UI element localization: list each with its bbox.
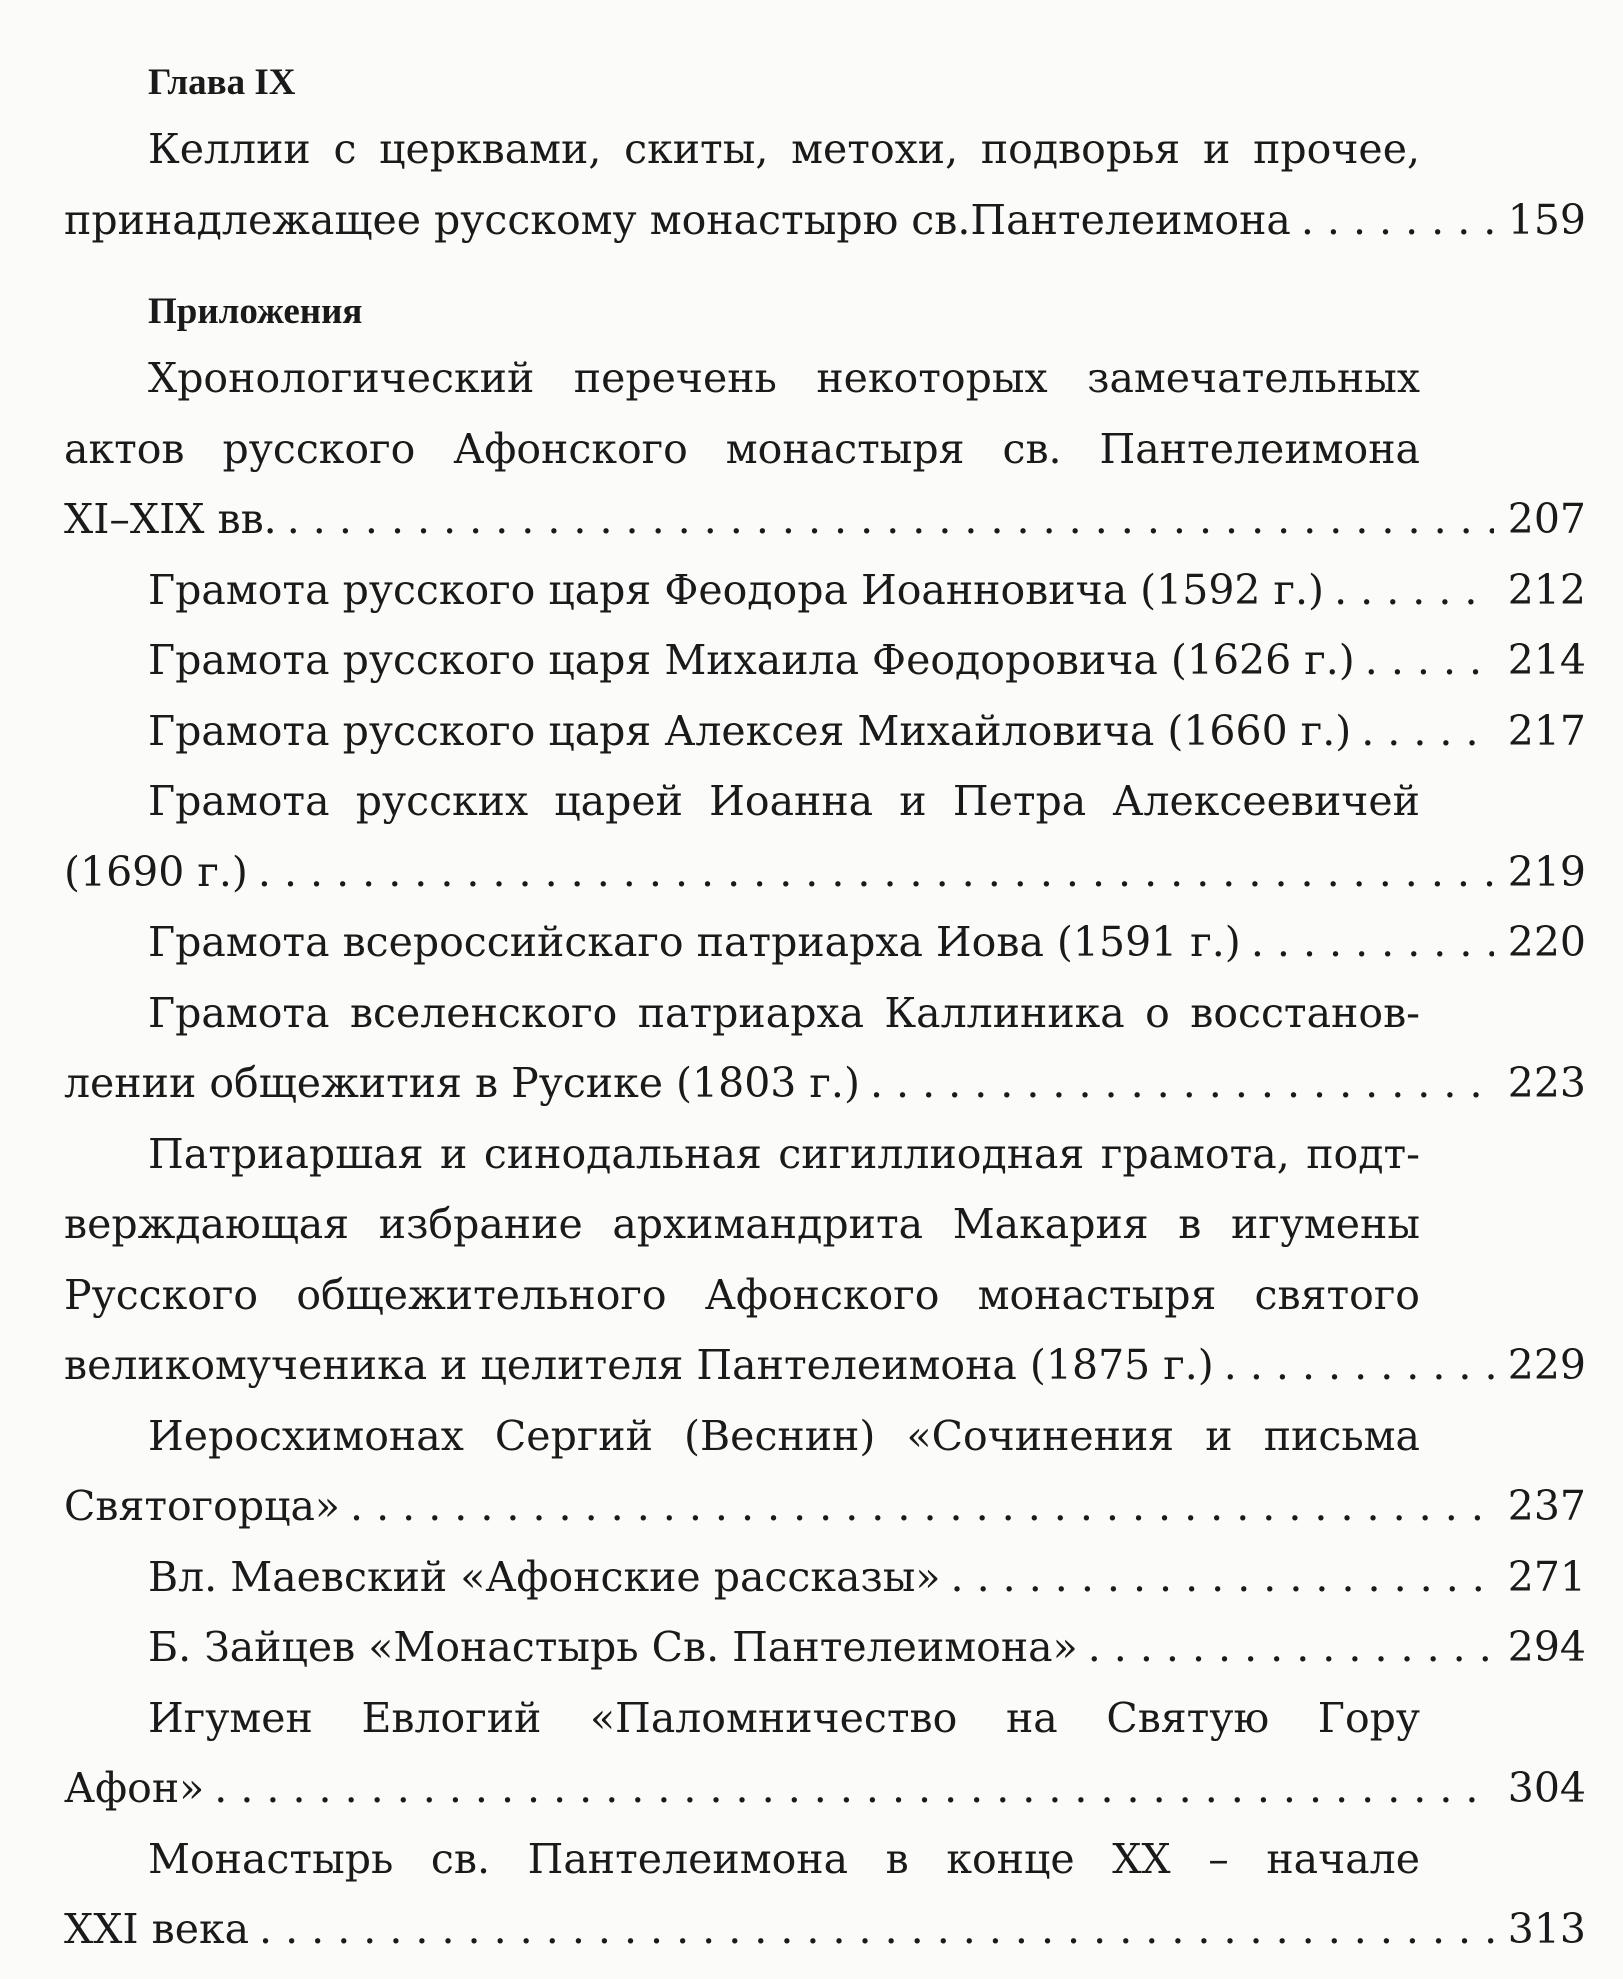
page-number: 220	[1507, 918, 1586, 966]
toc-entry[interactable]	[64, 696, 1586, 767]
toc-entry-line: Игумен Евлогий «Паломничество на Святую Гору	[148, 1693, 1420, 1742]
page-number: 217	[1507, 706, 1586, 755]
toc-entry-last-line	[64, 1612, 1586, 1683]
toc-entry-title: принадлежащее русскому монастырю св.Пантелеимона	[64, 195, 1291, 244]
toc-entry[interactable]	[64, 555, 1586, 626]
toc-entry-title: Б. Зайцев «Монастырь Св. Пантелеимона»	[148, 1623, 1078, 1671]
toc-entry-line: Келлии с церквами, скиты, метохи, подворья и прочее,	[148, 125, 1420, 173]
dot-leader	[259, 1894, 1494, 1965]
toc-entry-last-line	[64, 1048, 1586, 1119]
toc-entry-title: Грамота русского царя Михаила Феодоровича (1626 г.)	[148, 636, 1355, 684]
toc-entry-title: лении общежития в Русике (1803 г.)	[64, 1059, 860, 1107]
dot-leader	[1224, 1330, 1494, 1401]
dot-leader	[1251, 907, 1494, 978]
toc-entry-last-line	[64, 696, 1586, 767]
dot-leader	[1088, 1612, 1494, 1683]
dot-leader	[1301, 185, 1494, 256]
toc-entry[interactable]	[64, 1542, 1586, 1613]
page-number: 219	[1507, 847, 1586, 896]
toc-entry-title: Грамота русского царя Феодора Иоанновича (1592 г.)	[148, 565, 1325, 614]
toc-entry-line: Монастырь св. Пантелеимона в конце XX – начале	[148, 1834, 1420, 1883]
toc-entry-last-line	[64, 1894, 1586, 1965]
dot-leader	[1361, 696, 1494, 767]
dot-leader	[214, 1753, 1494, 1824]
toc-entry-last-line	[64, 555, 1586, 626]
table-of-contents	[64, 52, 1586, 1965]
page-number: 304	[1507, 1764, 1586, 1812]
toc-entry-last-line	[64, 907, 1586, 978]
page-number: 212	[1507, 565, 1586, 614]
toc-entry[interactable]	[64, 343, 1586, 555]
chapter-heading: Глава IX	[148, 62, 296, 103]
toc-entry-title: (1690 г.)	[64, 847, 248, 896]
toc-entry[interactable]	[64, 907, 1586, 978]
toc-entry-last-line	[64, 185, 1586, 256]
toc-entry[interactable]	[64, 1824, 1586, 1965]
toc-entry-last-line	[64, 837, 1586, 908]
toc-entry-line: Грамота вселенского патриарха Каллиника о восстанов-	[148, 988, 1420, 1037]
page-number: 237	[1507, 1482, 1586, 1530]
page-number: 271	[1507, 1552, 1586, 1601]
toc-entry-title: Афон»	[64, 1764, 205, 1812]
page-number: 313	[1507, 1905, 1586, 1953]
toc-entry-title: XI–XIX вв.	[64, 495, 277, 543]
page-number: 229	[1507, 1341, 1586, 1389]
toc-entry-line: Иеросхимонах Сергий (Веснин) «Сочинения и письма	[148, 1411, 1420, 1460]
toc-entry-title: Святогорца»	[64, 1482, 340, 1530]
toc-entry[interactable]	[64, 1612, 1586, 1683]
toc-entry-last-line	[64, 1471, 1586, 1542]
page-number: 214	[1507, 636, 1586, 684]
toc-entry[interactable]	[64, 766, 1586, 907]
toc-entry[interactable]	[64, 1401, 1586, 1542]
toc-entry-last-line	[64, 1330, 1586, 1401]
toc-entry-title: Грамота русского царя Алексея Михайловича (1660 г.)	[148, 706, 1352, 755]
toc-entry-line: актов русского Афонского монастыря св. Пантелеимона	[64, 424, 1420, 473]
toc-entry-chapter9[interactable]	[64, 114, 1586, 255]
toc-entry-title: Вл. Маевский «Афонские рассказы»	[148, 1552, 941, 1601]
toc-entry[interactable]	[64, 1683, 1586, 1824]
dot-leader	[870, 1048, 1494, 1119]
page-number: 294	[1507, 1623, 1586, 1671]
page-number: 207	[1507, 495, 1586, 543]
toc-entry-last-line	[64, 625, 1586, 696]
toc-entry[interactable]	[64, 625, 1586, 696]
toc-entry-last-line	[64, 1753, 1586, 1824]
toc-entry-title: Грамота всероссийскаго патриарха Иова (1591 г.)	[148, 918, 1241, 966]
page-number: 223	[1507, 1059, 1586, 1107]
dot-leader	[951, 1542, 1495, 1613]
toc-entry-title: великомученика и целителя Пантелеимона (1875 г.)	[64, 1341, 1214, 1389]
page-number: 159	[1507, 195, 1586, 244]
toc-entry-last-line	[64, 484, 1586, 555]
toc-entry[interactable]	[64, 1119, 1586, 1401]
dot-leader	[1365, 625, 1494, 696]
toc-entry-last-line	[64, 1542, 1586, 1613]
dot-leader	[287, 484, 1494, 555]
dot-leader	[350, 1471, 1494, 1542]
toc-entry-line: Патриаршая и синодальная сигиллиодная грамота, подт-	[148, 1129, 1420, 1178]
appendix-entries	[64, 343, 1586, 1965]
toc-entry[interactable]	[64, 978, 1586, 1119]
appendix-heading: Приложения	[148, 291, 363, 332]
dot-leader	[1334, 555, 1494, 626]
toc-entry-line: Грамота русских царей Иоанна и Петра Алексеевичей	[148, 777, 1420, 825]
toc-entry-title: XXI века	[64, 1905, 250, 1953]
toc-entry-line: Хронологический перечень некоторых замечательных	[148, 354, 1420, 402]
toc-entry-line: верждающая избрание архимандрита Макария в игумены	[64, 1200, 1420, 1248]
toc-entry-line: Русского общежительного Афонского монастыря святого	[64, 1270, 1420, 1319]
dot-leader	[258, 837, 1494, 908]
